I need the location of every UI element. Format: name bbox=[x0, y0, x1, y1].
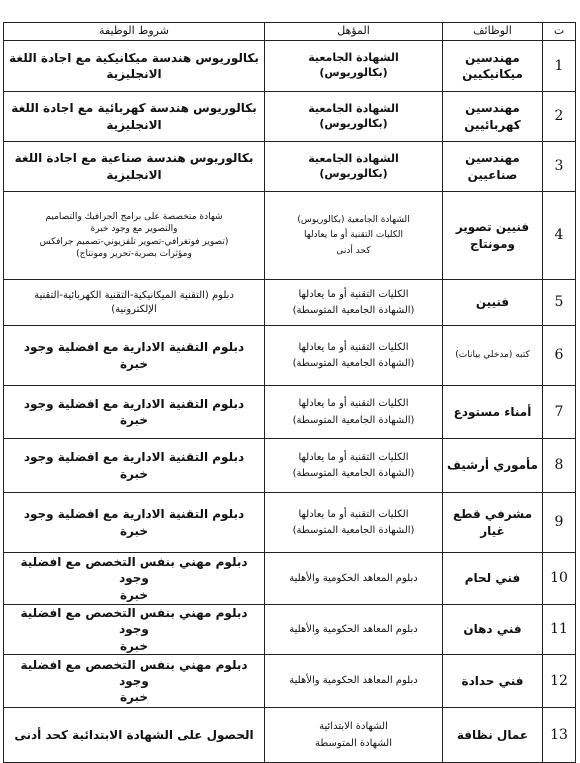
job-conditions bbox=[4, 92, 265, 142]
qualification-line: الشهادة الجامعية (بكالوريوس) bbox=[297, 215, 410, 226]
header-conditions: شروط الوظيفة bbox=[4, 23, 265, 41]
job-title: مهندسين صناعيين bbox=[443, 142, 543, 192]
table-row bbox=[4, 92, 576, 142]
job-title: مشرفي قطع غيار bbox=[443, 493, 543, 553]
table-row bbox=[4, 142, 576, 192]
header-qualification: المؤهل bbox=[265, 23, 443, 41]
row-number: 6 bbox=[543, 326, 576, 386]
qualification bbox=[265, 192, 443, 280]
job-conditions-line: دبلوم التقنية الادارية مع افضلية وجود خبرة bbox=[23, 507, 245, 538]
job-title-line: ومونتاج bbox=[470, 236, 515, 251]
qualification-line: الشهادة الجامعية bbox=[308, 51, 399, 65]
qualification-line: الشهادة الابتدائية bbox=[319, 721, 388, 732]
job-title: فني لحام bbox=[443, 553, 543, 605]
job-conditions-line: بكالوريوس هندسة ميكانيكية مع اجادة اللغة bbox=[9, 50, 259, 65]
job-conditions bbox=[4, 280, 265, 326]
table-row bbox=[4, 386, 576, 439]
job-conditions-line: ومؤثرات بصرية-تحرير ومونتاج) bbox=[76, 248, 192, 259]
job-conditions-line: (تصوير فوتغرافي-تصوير تلفزيوني-تصميم جرافكس bbox=[39, 236, 229, 247]
table-row bbox=[4, 553, 576, 605]
qualification-line: (بكالوريوس) bbox=[319, 116, 388, 130]
table-body bbox=[4, 41, 576, 763]
table-row bbox=[4, 326, 576, 386]
job-conditions-line: دبلوم التقنية الادارية مع افضلية وجود خبرة bbox=[23, 340, 245, 371]
qualification bbox=[265, 280, 443, 326]
qualification bbox=[265, 142, 443, 192]
job-conditions bbox=[4, 655, 265, 708]
table-row bbox=[4, 605, 576, 655]
job-conditions-line: خبرة bbox=[119, 587, 149, 602]
qualification-line: (بكالوريوس) bbox=[319, 66, 388, 79]
qualification-line: الكليات التقنية أو ما يعادلها bbox=[298, 508, 409, 520]
qualification-line: (بكالوريوس) bbox=[319, 166, 388, 180]
row-number: 1 bbox=[543, 41, 576, 92]
qualification bbox=[265, 386, 443, 439]
row-number: 7 bbox=[543, 386, 576, 439]
table-row bbox=[4, 493, 576, 553]
job-title: أمناء مستودع bbox=[443, 386, 543, 439]
job-title: كتبه (مدخلي بيانات) bbox=[443, 326, 543, 386]
table-row bbox=[4, 655, 576, 708]
qualification-line: الكليات التقنية أو ما يعادلها bbox=[298, 341, 409, 353]
table-row bbox=[4, 708, 576, 763]
row-number: 12 bbox=[543, 655, 576, 708]
row-number: 8 bbox=[543, 439, 576, 493]
job-title: مهندسين ميكانيكيين bbox=[443, 41, 543, 92]
header-number: ت bbox=[543, 23, 576, 41]
qualification-line: دبلوم المعاهد الحكومية والأهلية bbox=[289, 572, 418, 584]
qualification bbox=[265, 326, 443, 386]
table-row bbox=[4, 280, 576, 326]
job-conditions-line: دبلوم مهني بنفس التخصص مع افضلية وجود bbox=[20, 657, 248, 688]
job-conditions-line: دبلوم التقنية الادارية مع افضلية وجود خبرة bbox=[23, 396, 245, 427]
job-conditions bbox=[4, 192, 265, 280]
qualification-line: (الشهادة الجامعية المتوسطة) bbox=[292, 414, 415, 426]
row-number: 11 bbox=[543, 605, 576, 655]
job-conditions-line: خبرة bbox=[119, 638, 149, 653]
qualification-line: كحد أدنى bbox=[336, 245, 371, 256]
job-conditions bbox=[4, 142, 265, 192]
job-conditions-line: الانجليزية bbox=[106, 167, 162, 182]
qualification-line: (الشهادة الجامعية المتوسطة) bbox=[292, 468, 415, 479]
job-title: عمال نظافة bbox=[443, 708, 543, 763]
job-title: فني حدادة bbox=[443, 655, 543, 708]
row-number: 2 bbox=[543, 92, 576, 142]
jobs-table bbox=[3, 22, 576, 763]
row-number: 3 bbox=[543, 142, 576, 192]
job-conditions bbox=[4, 493, 265, 553]
job-title-line: فنيين تصوير bbox=[455, 220, 530, 235]
job-conditions-line: بكالوريوس هندسة صناعية مع اجادة اللغة bbox=[14, 151, 254, 166]
job-title: فنيين bbox=[443, 280, 543, 326]
table-row bbox=[4, 439, 576, 493]
job-conditions-line: بكالوريوس هندسة كهربائية مع اجادة اللغة bbox=[11, 101, 257, 116]
qualification-line: الكليات التقنية أو ما يعادلها bbox=[304, 230, 403, 241]
qualification-line: (الشهادة الجامعية المتوسطة) bbox=[292, 305, 415, 316]
job-conditions-line: دبلوم التقنية الادارية مع افضلية وجود خبرة bbox=[23, 450, 245, 481]
job-title: مأموري أرشيف bbox=[443, 439, 543, 493]
qualification-line: الكليات التقنية أو ما يعادلها bbox=[298, 398, 409, 409]
job-conditions bbox=[4, 41, 265, 92]
qualification-line: الشهادة الجامعية bbox=[308, 101, 399, 115]
job-conditions-line: شهادة متخصصة على برامج الجرافيك والتصاميم bbox=[45, 212, 223, 223]
qualification bbox=[265, 439, 443, 493]
qualification bbox=[265, 708, 443, 763]
job-conditions-line: والتصوير مع وجود خبرة bbox=[90, 224, 178, 235]
table-row bbox=[4, 41, 576, 92]
qualification bbox=[265, 605, 443, 655]
qualification-line: الشهادة الجامعية bbox=[308, 151, 399, 165]
job-title bbox=[443, 192, 543, 280]
job-conditions-line: الإلكترونية) bbox=[111, 303, 157, 315]
job-conditions-line: دبلوم (التقنية الميكانيكية-التقنية الكهربائية-التقنية bbox=[34, 290, 234, 301]
job-title: فني دهان bbox=[443, 605, 543, 655]
job-conditions-line: دبلوم مهني بنفس التخصص مع افضلية وجود bbox=[20, 555, 248, 586]
qualification-line: الكليات التقنية أو ما يعادلها bbox=[298, 288, 409, 300]
qualification-line: (الشهادة الجامعية المتوسطة) bbox=[292, 525, 415, 536]
qualification bbox=[265, 553, 443, 605]
qualification-line: الكليات التقنية أو ما يعادلها bbox=[298, 451, 409, 463]
job-conditions-line: دبلوم مهني بنفس التخصص مع افضلية وجود bbox=[20, 606, 248, 637]
row-number: 13 bbox=[543, 708, 576, 763]
job-title: مهندسين كهربائيين bbox=[443, 92, 543, 142]
job-conditions-line: الانجليزية bbox=[106, 117, 162, 132]
qualification bbox=[265, 493, 443, 553]
qualification bbox=[265, 92, 443, 142]
qualification-line: دبلوم المعاهد الحكومية والأهلية bbox=[289, 623, 418, 635]
table-header-row bbox=[4, 23, 576, 41]
qualification-line: الشهادة المتوسطة bbox=[314, 737, 392, 749]
qualification-line: دبلوم المعاهد الحكومية والأهلية bbox=[289, 675, 418, 687]
row-number: 4 bbox=[543, 192, 576, 280]
job-conditions bbox=[4, 386, 265, 439]
job-conditions bbox=[4, 605, 265, 655]
job-conditions bbox=[4, 326, 265, 386]
job-conditions bbox=[4, 708, 265, 763]
job-conditions-line: الحصول على الشهادة الابتدائية كحد أدنى bbox=[14, 727, 254, 742]
job-conditions bbox=[4, 553, 265, 605]
row-number: 9 bbox=[543, 493, 576, 553]
qualification bbox=[265, 41, 443, 92]
job-conditions-line: الانجليزية bbox=[106, 67, 162, 81]
row-number: 5 bbox=[543, 280, 576, 326]
job-conditions-line: خبرة bbox=[119, 690, 149, 705]
header-job: الوظائف bbox=[443, 23, 543, 41]
qualification bbox=[265, 655, 443, 708]
row-number: 10 bbox=[543, 553, 576, 605]
qualification-line: (الشهادة الجامعية المتوسطة) bbox=[292, 358, 415, 369]
job-conditions bbox=[4, 439, 265, 493]
table-row bbox=[4, 192, 576, 280]
